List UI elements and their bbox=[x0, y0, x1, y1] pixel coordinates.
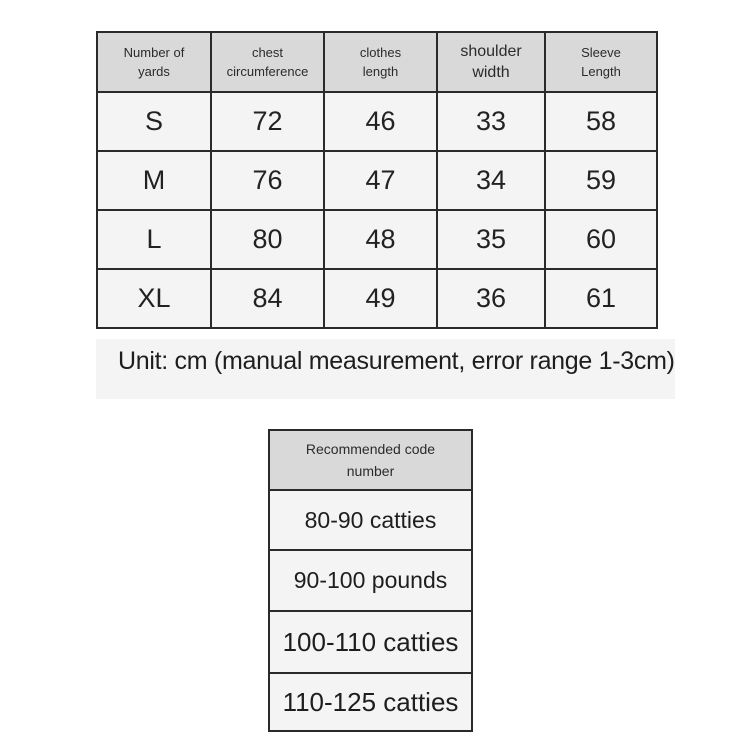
shoulder-value: 34 bbox=[437, 151, 545, 210]
recommendation-row bbox=[269, 490, 472, 550]
sleeve-value: 61 bbox=[545, 269, 657, 328]
shoulder-value: 33 bbox=[437, 92, 545, 151]
sleeve-value: 60 bbox=[545, 210, 657, 269]
size-row-m bbox=[97, 151, 657, 210]
chest-value: 72 bbox=[211, 92, 324, 151]
header-shoulder-width: shoulder width bbox=[437, 32, 545, 92]
size-label: XL bbox=[97, 269, 211, 328]
unit-note: Unit: cm (manual measurement, error range 1-3cm) bbox=[118, 347, 675, 375]
chest-value: 76 bbox=[211, 151, 324, 210]
recommendation-header-row bbox=[269, 430, 472, 490]
sleeve-value: 59 bbox=[545, 151, 657, 210]
length-value: 49 bbox=[324, 269, 437, 328]
size-label: M bbox=[97, 151, 211, 210]
header-chest-circumference: chest circumference bbox=[211, 32, 324, 92]
recommendation-row bbox=[269, 611, 472, 673]
shoulder-value: 36 bbox=[437, 269, 545, 328]
weight-range: 90-100 pounds bbox=[269, 550, 472, 611]
size-label: L bbox=[97, 210, 211, 269]
length-value: 47 bbox=[324, 151, 437, 210]
size-label: S bbox=[97, 92, 211, 151]
weight-range: 110-125 catties bbox=[269, 673, 472, 731]
header-sleeve-length: Sleeve Length bbox=[545, 32, 657, 92]
shoulder-value: 35 bbox=[437, 210, 545, 269]
recommendation-table bbox=[268, 429, 473, 732]
size-row-xl bbox=[97, 269, 657, 328]
sleeve-value: 58 bbox=[545, 92, 657, 151]
length-value: 48 bbox=[324, 210, 437, 269]
chest-value: 80 bbox=[211, 210, 324, 269]
unit-note-strip bbox=[96, 339, 675, 399]
size-row-l bbox=[97, 210, 657, 269]
header-recommended-code-number: Recommended code number bbox=[269, 430, 472, 490]
recommendation-row bbox=[269, 550, 472, 611]
header-number-of-yards: Number of yards bbox=[97, 32, 211, 92]
size-row-s bbox=[97, 92, 657, 151]
header-clothes-length: clothes length bbox=[324, 32, 437, 92]
size-chart-header-row bbox=[97, 32, 657, 92]
size-chart-table bbox=[96, 31, 658, 329]
weight-range: 100-110 catties bbox=[269, 611, 472, 673]
recommendation-row bbox=[269, 673, 472, 731]
weight-range: 80-90 catties bbox=[269, 490, 472, 550]
chest-value: 84 bbox=[211, 269, 324, 328]
length-value: 46 bbox=[324, 92, 437, 151]
